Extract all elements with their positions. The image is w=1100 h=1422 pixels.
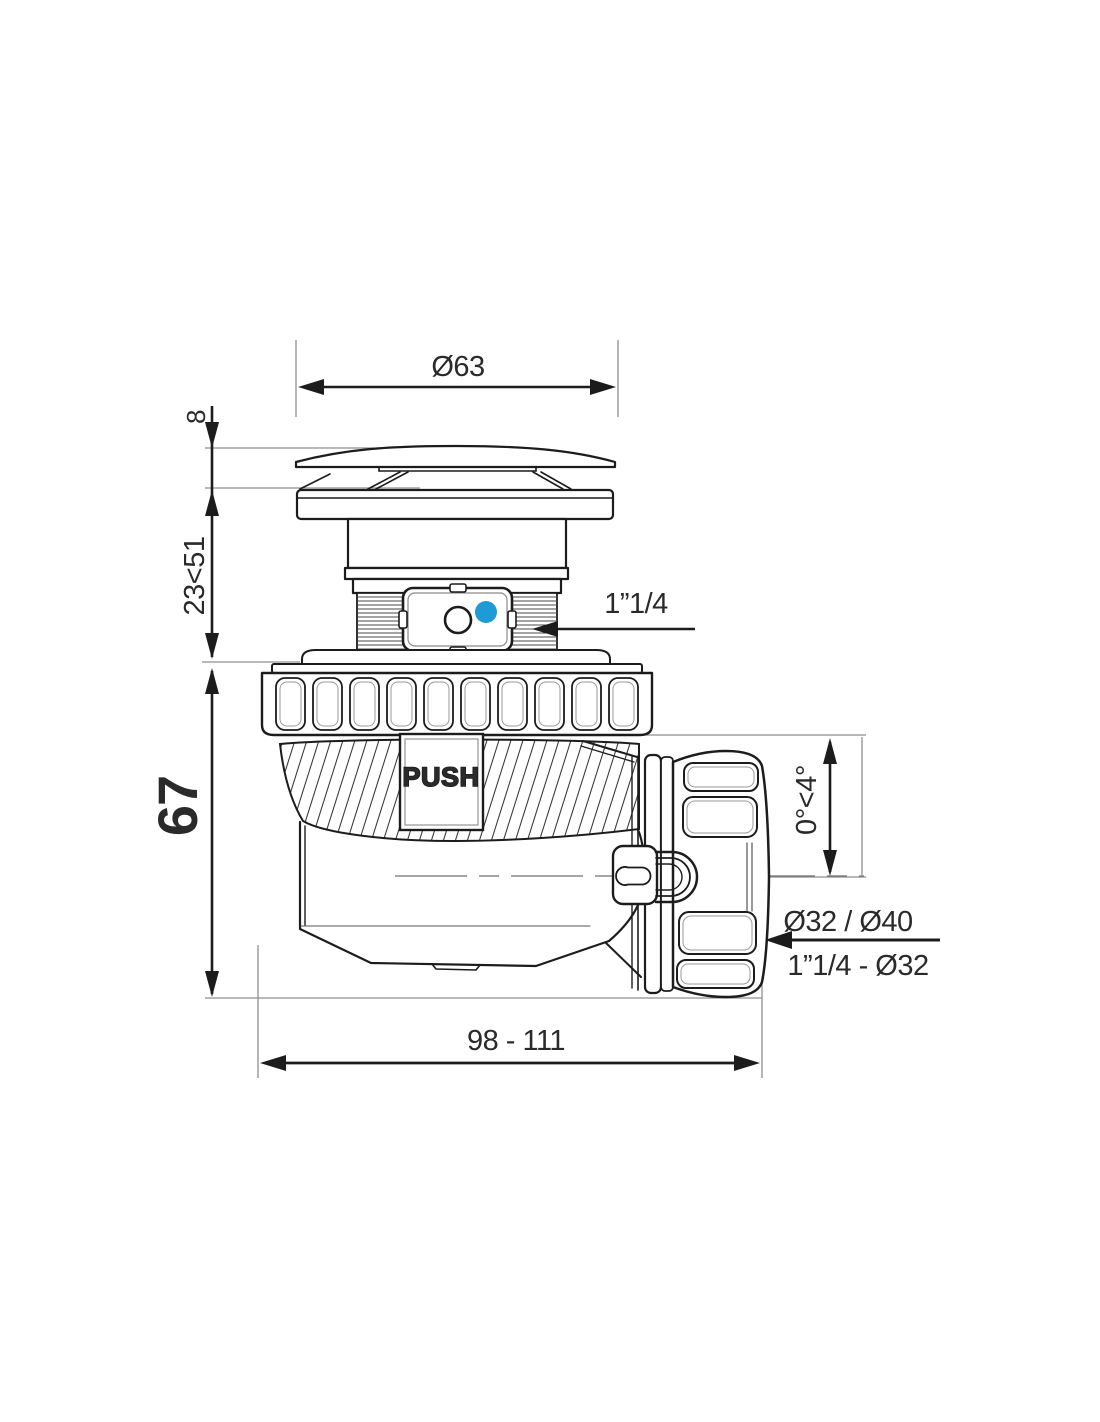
adjustment-clip [399, 584, 516, 655]
blue-dot-marker [475, 601, 497, 623]
keyhole-icon [616, 867, 650, 885]
cap-diameter-label: Ø63 [431, 351, 485, 383]
body-dome-hatch [250, 734, 668, 845]
trap-bowl [300, 822, 645, 970]
push-label: PUSH [402, 762, 480, 792]
adjust-range-label: 23<51 [178, 536, 211, 616]
dim-tilt-range [791, 738, 837, 876]
tilt-range-label: 0°<4° [790, 765, 823, 835]
outlet-size-label-2: 1”1/4 - Ø32 [787, 950, 929, 982]
dim-cap-diameter [298, 351, 616, 395]
dim-overall-length [260, 1025, 760, 1071]
dim-body-height [146, 668, 219, 997]
dim-cap-height [179, 406, 219, 659]
dim-outlet-size [765, 906, 940, 982]
outlet-assembly [581, 741, 769, 997]
locking-ring-nut [262, 650, 652, 735]
clip-hole [445, 607, 471, 633]
body-height-label: 67 [146, 775, 210, 837]
inlet-thread-label: 1”1/4 [604, 588, 668, 620]
overall-length-label: 98 - 111 [466, 1025, 566, 1057]
cap-height-label: 8 [180, 410, 211, 424]
outlet-size-label-1: Ø32 / Ø40 [783, 906, 913, 938]
